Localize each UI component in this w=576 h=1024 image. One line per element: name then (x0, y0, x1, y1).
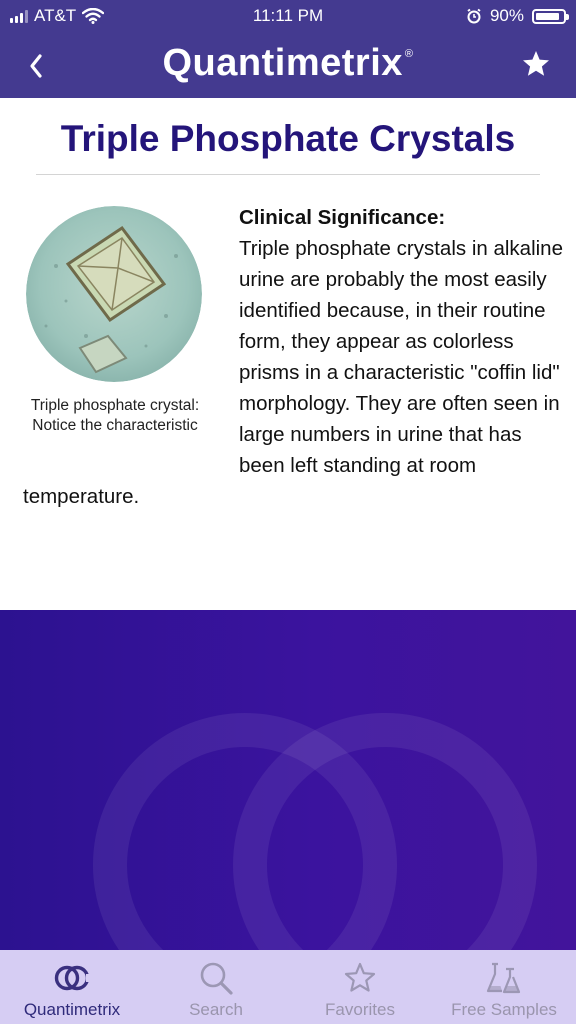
article-figure (26, 206, 204, 436)
article-content (0, 98, 576, 610)
clock: 11:11 PM (252, 6, 324, 25)
tab-bar (0, 950, 576, 1024)
battery-percent: 90% (489, 6, 524, 25)
brand-logo: Quantimetrix ® (162, 42, 414, 84)
tab-quantimetrix[interactable] (0, 950, 144, 1024)
title-divider (36, 174, 540, 175)
page-title: Triple Phosphate Crystals (60, 118, 516, 159)
tab-label: Free Samples (451, 1000, 557, 1019)
star-icon[interactable] (520, 48, 552, 80)
quantimetrix-logo-icon (52, 963, 92, 993)
tab-label: Favorites (325, 1000, 395, 1019)
star-outline-icon (343, 961, 377, 995)
alarm-icon (466, 8, 482, 24)
image-caption: Triple phosphate crystal: Notice the characteristic (30, 397, 200, 434)
article-body: Triple phosphate crystals in alkaline urine are probably the most easily identified because, in their routine form, they appear as colorless prisms in a characteristic "coffin lid" morphology. They are often seen in large numbers in urine that has been left standing at room temperature. (23, 237, 563, 508)
top-bar (0, 0, 576, 98)
search-icon (198, 960, 234, 996)
quantimetrix-watermark-icon (0, 610, 576, 950)
background-panel (0, 610, 576, 950)
section-heading: Clinical Significance: (239, 206, 446, 229)
flask-icon (486, 961, 522, 995)
crystal-micrograph-image[interactable] (26, 206, 202, 382)
navigation-bar (0, 34, 576, 98)
status-bar (0, 0, 576, 34)
battery-icon (532, 9, 566, 24)
tab-label: Search (189, 1000, 243, 1019)
tab-favorites[interactable] (288, 950, 432, 1024)
tab-search[interactable] (144, 950, 288, 1024)
tab-free-samples[interactable] (432, 950, 576, 1024)
carrier-label: AT&T (34, 6, 77, 25)
tab-label: Quantimetrix (23, 1000, 121, 1019)
